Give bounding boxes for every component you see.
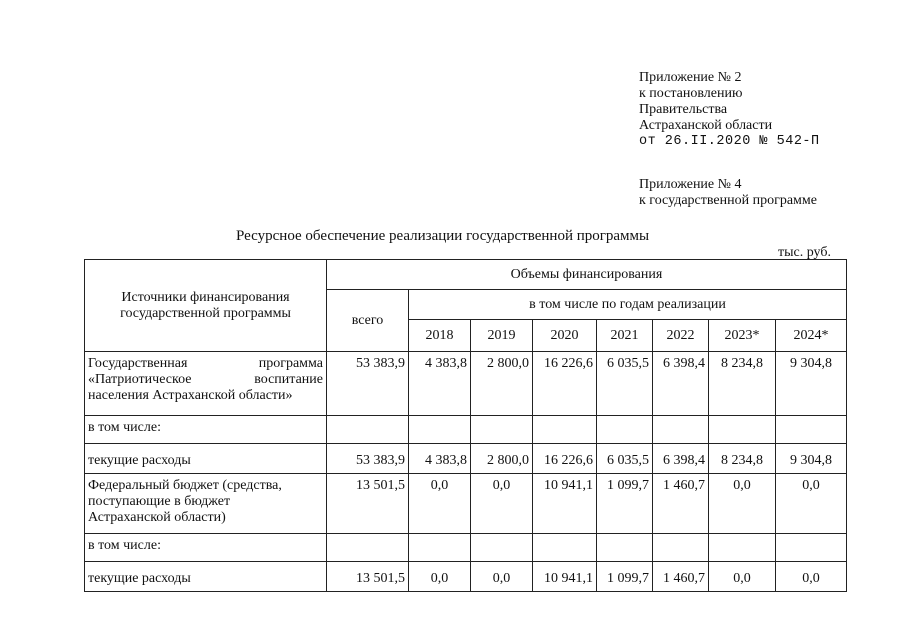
annex-line: к государственной программе bbox=[639, 193, 817, 208]
source-line: Федеральный бюджет (средства, bbox=[88, 478, 282, 493]
total-cell: 53 383,9 bbox=[327, 352, 409, 416]
table-row bbox=[85, 534, 847, 562]
units-label: тыс. руб. bbox=[778, 245, 831, 260]
empty-cell bbox=[653, 534, 709, 562]
funding-table bbox=[84, 259, 847, 592]
source-cell: текущие расходы bbox=[85, 562, 327, 592]
col-by-years-header: в том числе по годам реализации bbox=[409, 290, 847, 320]
year-header: 2023* bbox=[709, 320, 776, 352]
value-cell: 6 398,4 bbox=[653, 352, 709, 416]
col-source-header bbox=[85, 260, 327, 352]
total-cell: 53 383,9 bbox=[327, 444, 409, 474]
table-row bbox=[85, 416, 847, 444]
empty-cell bbox=[709, 534, 776, 562]
value-cell: 10 941,1 bbox=[533, 562, 597, 592]
header-line: Астраханской области bbox=[639, 118, 773, 133]
empty-cell bbox=[533, 534, 597, 562]
value-cell: 1 099,7 bbox=[597, 474, 653, 534]
value-cell: 9 304,8 bbox=[776, 352, 847, 416]
header-date-line: от 26.II.2020 № 542-П bbox=[639, 134, 820, 149]
header-line: к постановлению bbox=[639, 86, 743, 101]
value-cell: 2 800,0 bbox=[471, 352, 533, 416]
empty-cell bbox=[776, 416, 847, 444]
empty-cell bbox=[653, 416, 709, 444]
col-total-header: всего bbox=[327, 290, 409, 352]
source-word: Государственная bbox=[88, 356, 188, 371]
value-cell: 1 460,7 bbox=[653, 474, 709, 534]
value-cell: 8 234,8 bbox=[709, 444, 776, 474]
source-cell: в том числе: bbox=[85, 416, 327, 444]
source-line: Астраханской области) bbox=[88, 510, 226, 525]
source-word: воспитание bbox=[254, 372, 323, 387]
year-header: 2021 bbox=[597, 320, 653, 352]
table-row bbox=[85, 352, 847, 416]
value-cell: 6 035,5 bbox=[597, 444, 653, 474]
table-row bbox=[85, 474, 847, 534]
empty-cell bbox=[409, 416, 471, 444]
source-line: поступающие в бюджет bbox=[88, 494, 231, 509]
value-cell: 6 398,4 bbox=[653, 444, 709, 474]
total-cell: 13 501,5 bbox=[327, 562, 409, 592]
value-cell: 0,0 bbox=[709, 474, 776, 534]
value-cell: 10 941,1 bbox=[533, 474, 597, 534]
value-cell: 0,0 bbox=[471, 562, 533, 592]
header-line: Правительства bbox=[639, 102, 728, 117]
empty-cell bbox=[776, 534, 847, 562]
total-cell: 13 501,5 bbox=[327, 474, 409, 534]
table-row bbox=[85, 444, 847, 474]
value-cell: 1 460,7 bbox=[653, 562, 709, 592]
empty-cell bbox=[533, 416, 597, 444]
empty-cell bbox=[709, 416, 776, 444]
source-cell: текущие расходы bbox=[85, 444, 327, 474]
empty-cell bbox=[409, 534, 471, 562]
source-cell bbox=[85, 474, 327, 534]
table-row bbox=[85, 562, 847, 592]
value-cell: 0,0 bbox=[409, 562, 471, 592]
value-cell: 0,0 bbox=[471, 474, 533, 534]
col-volumes-header: Объемы финансирования bbox=[327, 260, 847, 290]
value-cell: 16 226,6 bbox=[533, 444, 597, 474]
value-cell: 1 099,7 bbox=[597, 562, 653, 592]
year-header: 2019 bbox=[471, 320, 533, 352]
source-cell: в том числе: bbox=[85, 534, 327, 562]
empty-cell bbox=[597, 416, 653, 444]
empty-cell bbox=[471, 534, 533, 562]
empty-cell bbox=[597, 534, 653, 562]
source-line-justified bbox=[88, 372, 323, 388]
value-cell: 4 383,8 bbox=[409, 352, 471, 416]
year-header: 2024* bbox=[776, 320, 847, 352]
value-cell: 0,0 bbox=[776, 562, 847, 592]
value-cell: 9 304,8 bbox=[776, 444, 847, 474]
col-source-label: Источники финансирования государственной программы bbox=[120, 289, 291, 321]
value-cell: 0,0 bbox=[409, 474, 471, 534]
year-header: 2018 bbox=[409, 320, 471, 352]
empty-cell bbox=[327, 534, 409, 562]
source-line-justified bbox=[88, 356, 323, 372]
value-cell: 16 226,6 bbox=[533, 352, 597, 416]
year-header: 2022 bbox=[653, 320, 709, 352]
value-cell: 2 800,0 bbox=[471, 444, 533, 474]
value-cell: 8 234,8 bbox=[709, 352, 776, 416]
year-header: 2020 bbox=[533, 320, 597, 352]
value-cell: 0,0 bbox=[709, 562, 776, 592]
annex-2-header bbox=[639, 70, 820, 150]
empty-cell bbox=[327, 416, 409, 444]
source-word: программа bbox=[258, 356, 323, 371]
source-cell bbox=[85, 352, 327, 416]
document-title: Ресурсное обеспечение реализации государственной программы bbox=[236, 228, 650, 244]
header-line: Приложение № 2 bbox=[639, 70, 742, 85]
source-line: населения Астраханской области» bbox=[88, 388, 293, 403]
source-word: «Патриотическое bbox=[88, 372, 192, 387]
annex-line: Приложение № 4 bbox=[639, 177, 742, 192]
annex-4-header bbox=[639, 177, 817, 209]
empty-cell bbox=[471, 416, 533, 444]
value-cell: 0,0 bbox=[776, 474, 847, 534]
value-cell: 4 383,8 bbox=[409, 444, 471, 474]
value-cell: 6 035,5 bbox=[597, 352, 653, 416]
